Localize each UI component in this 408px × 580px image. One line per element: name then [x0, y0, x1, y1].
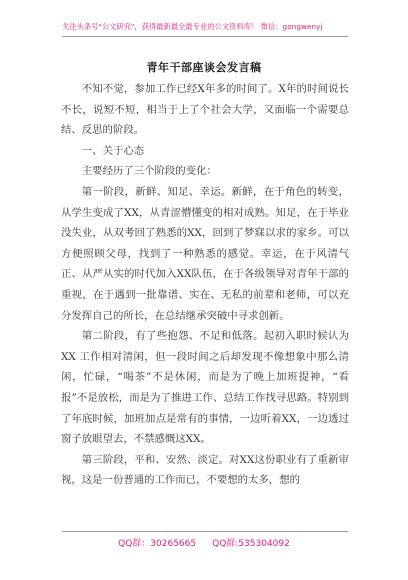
header-promo-note: 关注头条号"公文研究"，获得最新最全最专业的公文资料库！ 微信：gongwenyj: [62, 22, 323, 31]
document-body: [61, 79, 349, 491]
footer-divider: [62, 531, 348, 532]
paragraph-stages-lead: 主要经历了三个阶段的变化：: [81, 165, 217, 178]
section-heading-mindset: 一、关于心态: [81, 144, 145, 157]
paragraph-stage-three: 第三阶段，平和、安然、淡定。对XX这份职业有了重新审视，这是一份普通的工作而已，不要想的太多，想的: [61, 453, 349, 487]
footer-qq-group-2: QQ群:535304092: [212, 539, 290, 549]
paragraph-stage-two: 第二阶段，有了些抱怨、不足和低落。起初入职时候认为 XX 工作相对清闲，但一段时间之后却发现不像想象中那么清闲，忙碌，“喝茶”不是休闲，而是为了晚上加班提神，“看报”不是放松，而是为了推进工作、总结工作找寻思路。特别到了年底时候，加班加点是常有的事情，一边听着XX，一边透过窗子放眼望去，不禁感慨这XX。: [61, 330, 349, 446]
footer-qq-group-1: QQ群：30265665: [118, 539, 197, 549]
footer-contacts: [0, 536, 408, 549]
paragraph-stage-one: 第一阶段，新鲜、知足、幸运。新鲜，在于角色的转变，从学生变成了XX，从青涩懵懂变的相对成熟。知足，在于毕业没失业，从双考回了熟悉的XX，回到了梦寐以求的家乡。可以方便照顾父母，找到了一种熟悉的感觉。幸运，在于风清气正、从严从实的时代加入XX队伍，在于各级领导对青年干部的重视，在于遇到一批靠谱、实在、无私的前辈和老师，可以充分发挥自己的所长，在总结继承突破中寻求创新。: [61, 185, 349, 322]
document-title: 青年干部座谈会发言稿: [146, 61, 262, 74]
paragraph-intro: 不知不觉，参加工作已经X年多的时间了。X年的时间说长不长，说短不短，相当于上了个社会大学，又面临一个需要总结、反思的阶段。: [61, 83, 349, 137]
header-divider: [62, 36, 348, 37]
